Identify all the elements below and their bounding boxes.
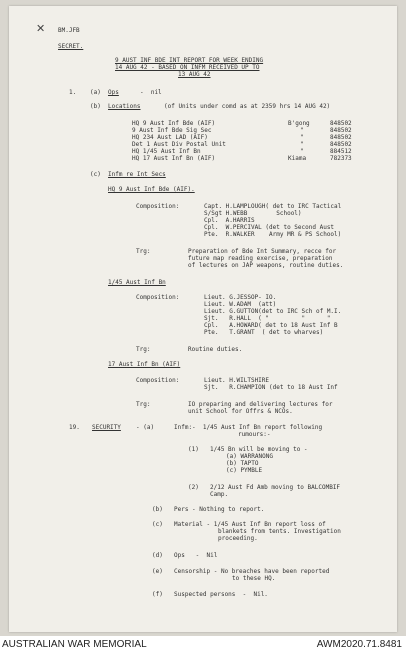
location-ref: 848502 (330, 120, 352, 127)
reference-code: BM.JFB (58, 27, 80, 34)
location-place: " (300, 127, 304, 134)
int-secs-title: Infm re Int Secs (108, 171, 166, 178)
composition-label: Composition: (136, 203, 180, 210)
composition-line: Cpl. A.HOWARD( det to 18 Aust Inf B (204, 322, 338, 329)
footer-institution: AUSTRALIAN WAR MEMORIAL (2, 639, 147, 650)
security-c-line: proceeding. (218, 535, 258, 542)
location-unit: 9 Aust Inf Bde Sig Sec (132, 127, 212, 134)
archive-footer (0, 636, 406, 653)
rumour-1-number: (1) (188, 446, 199, 453)
title-line-3: 13 AUG 42 (178, 71, 211, 78)
composition-line: Pte. R.WALKER Army MR & PS School) (204, 231, 342, 238)
title-line-2: 14 AUG 42 - BASED ON INFM RECEIVED UP TO (115, 64, 260, 71)
security-a-label: - (a) (136, 424, 155, 431)
location-unit: Det 1 Aust Div Postal Unit (132, 141, 226, 148)
location-place: " (300, 141, 304, 148)
training-line: of lectures on JAP weapons, routine duties. (188, 262, 344, 269)
rumour-option: (c) PYMBLE (226, 467, 263, 474)
composition-label: Composition: (136, 377, 180, 384)
location-place: Kiama (288, 155, 307, 162)
title-line-1: 9 AUST INF BDE INT REPORT FOR WEEK ENDING (115, 57, 264, 64)
classification-secret: SECRET. (58, 43, 84, 50)
training-line: Preparation of Bde Int Summary, recce for (188, 248, 337, 255)
rumour-1-text: 1/45 Bn will be moving to - (210, 446, 308, 453)
section-19-number: 19. (69, 424, 80, 431)
location-unit: HQ 17 Aust Inf Bn (AIF) (132, 155, 216, 162)
location-ref: 848502 (330, 141, 352, 148)
rumour-option: (a) WARRANONG (226, 453, 273, 460)
composition-line: Sjt. R.HALL ( " " " (204, 315, 331, 322)
section-1-number: 1. (69, 89, 77, 96)
training-line: IO preparing and delivering lectures for (188, 401, 333, 408)
security-a-text-cont: rumours:- (238, 431, 271, 438)
composition-line: Cpl. W.PERCIVAL (det to Second Aust (204, 224, 335, 231)
security-e-label: (e) (152, 568, 163, 575)
location-place: " (300, 134, 304, 141)
bn45-section-title: 1/45 Aust Inf Bn (108, 279, 166, 286)
location-place: " (300, 148, 304, 155)
locations-label: (b) (90, 103, 101, 110)
composition-line: Lieut. W.ADAM (att) (204, 301, 277, 308)
security-f-label: (f) (152, 591, 163, 598)
composition-line: Cpl. A.HARRIS (204, 217, 255, 224)
bn17-section-title: 17 Aust Inf Bn (AIF) (108, 361, 181, 368)
rumour-2-number: (2) (188, 484, 199, 491)
ops-label: (a) (90, 89, 101, 96)
composition-line: Lieut. G.GUTTON(det to IRC Sch of M.I. (204, 308, 342, 315)
training-label: Trg: (136, 248, 151, 255)
security-title: SECURITY (92, 424, 121, 431)
training-line: unit School for Offrs & NCOs. (188, 408, 293, 415)
security-b-text: Pers - Nothing to report. (174, 506, 265, 513)
composition-line: Lieut. H.WILTSHIRE (204, 377, 270, 384)
location-place: B'gong (288, 120, 310, 127)
handwritten-mark: ✕ (36, 22, 46, 35)
composition-line: Lieut. G.JESSOP- IO. (204, 294, 277, 301)
security-d-label: (d) (152, 552, 163, 559)
composition-line: Sjt. R.CHAMPION (det to 18 Aust Inf (204, 384, 338, 391)
locations-note: (of Units under comd as at 2359 hrs 14 AUG 42) (164, 103, 331, 110)
rumour-option: (b) TAPTO (226, 460, 259, 467)
security-f-text: Suspected persons - Nil. (174, 591, 268, 598)
security-e-line: to these HQ. (232, 575, 276, 582)
location-ref: 782373 (330, 155, 352, 162)
security-c-line: Material - 1/45 Aust Inf Bn report loss of (174, 521, 326, 528)
footer-accession-number: AWM2020.71.8481 (316, 639, 402, 650)
locations-title: Locations (108, 103, 141, 110)
training-line: Routine duties. (188, 346, 243, 353)
security-c-line: blankets from tents. Investigation (218, 528, 341, 535)
hq-section-title: HQ 9 Aust Inf Bde (AIF). (108, 186, 195, 193)
location-ref: 848502 (330, 134, 352, 141)
rumour-2-text: 2/12 Aust Fd Amb moving to BALCOMBIF (210, 484, 341, 491)
ops-title: Ops (108, 89, 119, 96)
location-unit: HQ 234 Aust LAD (AIF) (132, 134, 208, 141)
composition-line: S/Sgt H.WEBB School) (204, 210, 302, 217)
location-ref: 884512 (330, 148, 352, 155)
location-ref: 848502 (330, 127, 352, 134)
location-unit: HQ 1/45 Aust Inf Bn (132, 148, 201, 155)
training-label: Trg: (136, 401, 151, 408)
composition-line: Pte. T.GRANT ( det to wharves) (204, 329, 324, 336)
ops-value: - nil (140, 89, 162, 96)
security-a-text: Infm:- 1/45 Aust Inf Bn report following (174, 424, 323, 431)
training-line: future map reading exercise, preparation (188, 255, 333, 262)
location-unit: HQ 9 Aust Inf Bde (AIF) (132, 120, 216, 127)
training-label: Trg: (136, 346, 151, 353)
rumour-2-text-cont: Camp. (210, 491, 229, 498)
composition-line: Capt. H.LAMPLOUGH( det to IRC Tactical (204, 203, 342, 210)
document-page (9, 6, 397, 632)
security-d-text: Ops - Nil (174, 552, 218, 559)
security-c-label: (c) (152, 521, 163, 528)
composition-label: Composition: (136, 294, 180, 301)
security-e-line: Censorship - No breaches have been reported (174, 568, 330, 575)
security-b-label: (b) (152, 506, 163, 513)
int-secs-label: (c) (90, 171, 101, 178)
